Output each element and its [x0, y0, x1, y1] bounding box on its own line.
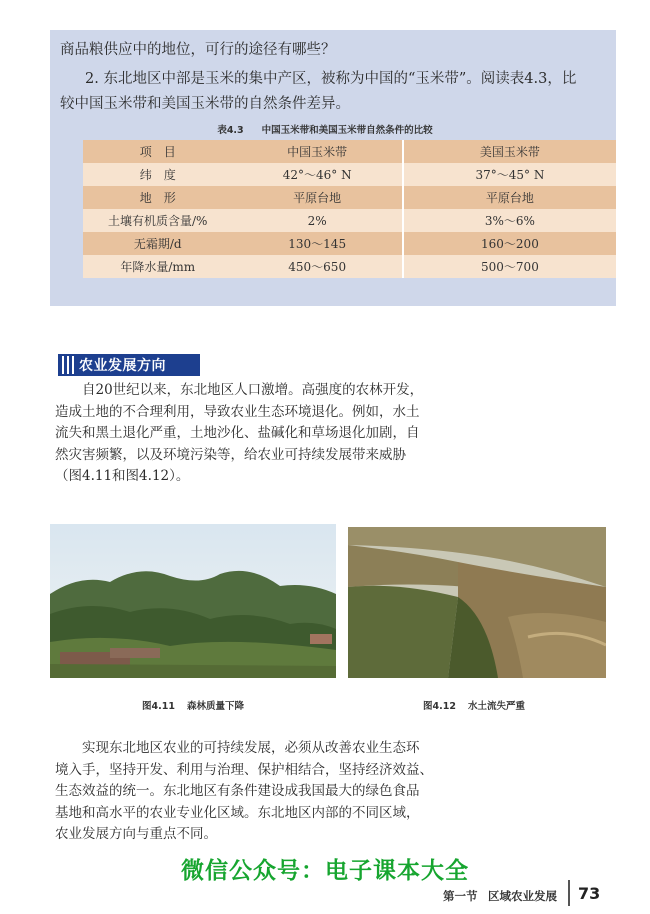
forest-photo — [50, 524, 336, 678]
usa-value: 平原台地 — [403, 186, 616, 209]
header-china: 中国玉米带 — [233, 140, 403, 163]
paragraph-line: 基地和高水平的农业专业化区域。东北地区内部的不同区域， — [55, 804, 420, 821]
usa-value: 500～700 — [403, 255, 616, 278]
row-label: 纬 度 — [83, 163, 233, 186]
section-bar-stripe — [62, 356, 64, 374]
usa-value: 3%～6% — [403, 209, 616, 232]
paragraph-line: 生态效益的统一。东北地区有条件建设成我国最大的绿色食品 — [55, 783, 420, 799]
paragraph-line: 境入手，坚持开发、利用与治理、保护相结合，坚持经济效益、 — [55, 761, 433, 778]
table-row — [83, 163, 616, 186]
section-bar-stripe — [67, 356, 69, 374]
china-value: 2% — [233, 209, 403, 232]
header-usa: 美国玉米带 — [403, 140, 616, 163]
question-line-3: 较中国玉米带和美国玉米带的自然条件差异。 — [60, 96, 350, 112]
section-bar-stripe — [72, 356, 74, 374]
table-row — [83, 255, 616, 278]
paragraph-1 — [55, 380, 423, 488]
china-value: 450～650 — [233, 255, 403, 278]
page-number: 73 — [578, 884, 601, 903]
paragraph-line: （图4.11和图4.12）。 — [55, 468, 190, 484]
figure-4-11-caption — [142, 698, 244, 712]
row-label: 无霜期/d — [83, 232, 233, 255]
table-caption — [0, 122, 650, 136]
china-value: 130～145 — [233, 232, 403, 255]
china-value: 平原台地 — [233, 186, 403, 209]
row-label: 年降水量/mm — [83, 255, 233, 278]
table-label: 表4.3 — [217, 125, 244, 136]
comparison-table — [83, 140, 616, 278]
china-value: 42°～46° N — [233, 163, 403, 186]
usa-value: 160～200 — [403, 232, 616, 255]
question-line-2: 2. 东北地区中部是玉米的集中产区，被称为中国的“玉米带”。阅读表4.3，比 — [85, 71, 577, 87]
paragraph-line: 流失和黑土退化严重，土地沙化、盐碱化和草场退化加剧，自 — [55, 425, 420, 441]
figure-caption-text: 森林质量下降 — [186, 701, 244, 712]
usa-value: 37°～45° N — [403, 163, 616, 186]
table-row — [83, 186, 616, 209]
table-header-row — [83, 140, 616, 163]
footer-title: 区域农业发展 — [488, 889, 557, 903]
footer-section: 第一节 — [443, 889, 478, 903]
figure-label: 图4.11 — [142, 701, 175, 712]
paragraph-2 — [55, 738, 433, 846]
table-row — [83, 232, 616, 255]
question-line-1: 商品粮供应中的地位，可行的途径有哪些？ — [60, 42, 336, 58]
section-title: 农业发展方向 — [79, 358, 166, 374]
table-row — [83, 209, 616, 232]
row-label: 土壤有机质含量/% — [83, 209, 233, 232]
table-title: 中国玉米带和美国玉米带自然条件的比较 — [261, 125, 433, 136]
figure-4-12-caption — [423, 698, 525, 712]
watermark-text: 微信公众号：电子课本大全 — [181, 858, 469, 884]
figure-label: 图4.12 — [423, 701, 456, 712]
figure-caption-text: 水土流失严重 — [467, 701, 525, 712]
erosion-photo — [348, 527, 606, 678]
header-item: 项 目 — [83, 140, 233, 163]
paragraph-line: 然灾害频繁，以及环境污染等，给农业可持续发展带来威胁 — [55, 446, 406, 463]
footer-divider — [568, 880, 570, 906]
paragraph-line: 实现东北地区农业的可持续发展，必须从改善农业生态环 — [55, 740, 420, 756]
paragraph-line: 造成土地的不合理利用，导致农业生态环境退化。例如，水土 — [55, 403, 420, 420]
row-label: 地 形 — [83, 186, 233, 209]
paragraph-line: 自20世纪以来，东北地区人口激增。高强度的农林开发， — [55, 382, 424, 398]
paragraph-line: 农业发展方向与重点不同。 — [55, 826, 217, 842]
